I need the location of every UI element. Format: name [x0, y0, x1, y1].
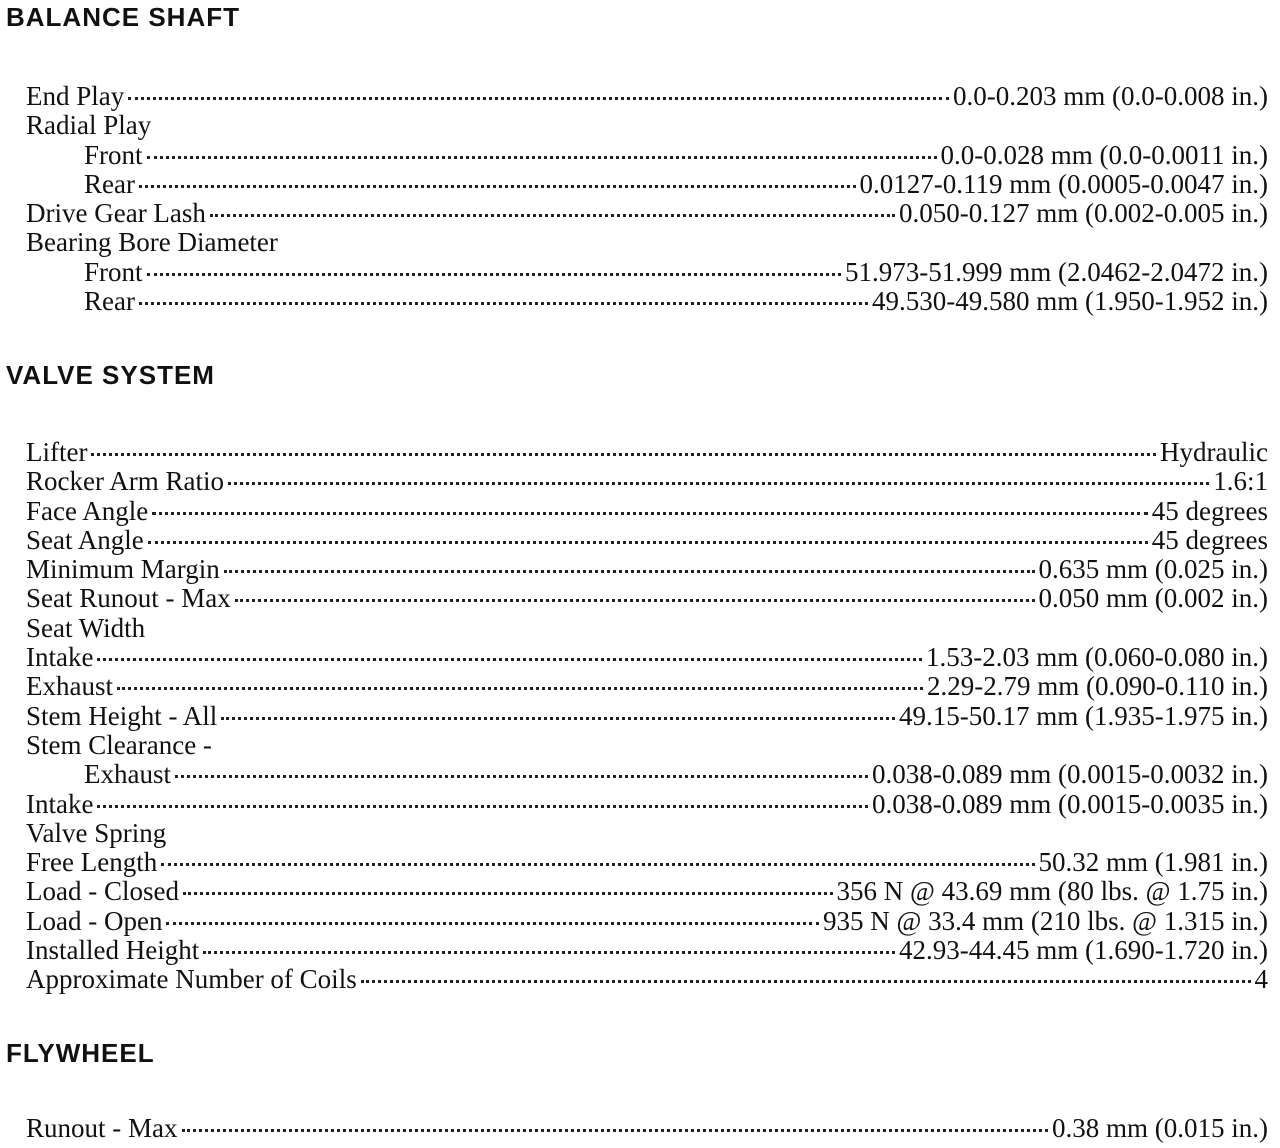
spec-row-face-angle	[26, 497, 1268, 526]
spec-label: Load - Closed	[26, 876, 179, 907]
section-heading-balance-shaft: BALANCE SHAFT	[6, 2, 240, 32]
dot-leader	[175, 775, 868, 778]
spec-row-approximate-number-of-coils	[26, 965, 1268, 994]
spec-label: Rear	[84, 286, 135, 317]
spec-row-seat-width-exhaust	[26, 672, 1268, 701]
spec-row-drive-gear-lash	[26, 199, 1268, 228]
spec-label: Drive Gear Lash	[26, 198, 206, 229]
spec-value: 0.0-0.203 mm (0.0-0.008 in.)	[953, 81, 1268, 111]
spec-label: Seat Runout - Max	[26, 583, 231, 614]
spec-row-radial-play-front	[26, 141, 1268, 170]
spec-value: 49.15-50.17 mm (1.935-1.975 in.)	[899, 700, 1268, 731]
spec-label: Front	[84, 139, 143, 170]
section-heading-valve-system: VALVE SYSTEM	[6, 360, 215, 390]
spec-row-seat-runout-max	[26, 584, 1268, 613]
spec-label: Intake	[26, 642, 94, 673]
dot-leader	[166, 922, 819, 925]
spec-group-valve-spring	[26, 819, 1268, 848]
spec-row-runout-max	[26, 1114, 1268, 1143]
spec-value: 49.530-49.580 mm (1.950-1.952 in.)	[872, 286, 1268, 317]
spec-value: 0.0-0.028 mm (0.0-0.0011 in.)	[940, 139, 1268, 170]
dot-leader	[97, 805, 868, 808]
spec-label: Exhaust	[84, 759, 171, 790]
spec-row-lifter	[26, 438, 1268, 467]
dot-leader	[203, 951, 895, 954]
spec-row-end-play	[26, 82, 1268, 111]
dot-leader	[228, 482, 1209, 485]
spec-group-label: Stem Clearance -	[26, 729, 212, 760]
dot-leader	[148, 541, 1148, 544]
spec-row-stem-height-all	[26, 702, 1268, 731]
spec-group-label: Valve Spring	[26, 817, 167, 848]
dot-leader	[221, 717, 895, 720]
spec-value: 4	[1254, 964, 1268, 995]
spec-value: 51.973-51.999 mm (2.0462-2.0472 in.)	[845, 256, 1268, 287]
dot-leader	[139, 185, 856, 188]
spec-label: Front	[84, 256, 143, 287]
spec-value: 50.32 mm (1.981 in.)	[1038, 847, 1268, 878]
spec-value: 356 N @ 43.69 mm (80 lbs. @ 1.75 in.)	[836, 876, 1268, 907]
spec-value: 45 degrees	[1151, 524, 1268, 555]
spec-value: Hydraulic	[1160, 437, 1268, 467]
section-heading-flywheel: FLYWHEEL	[6, 1038, 155, 1068]
spec-row-load-closed	[26, 877, 1268, 906]
spec-label: Minimum Margin	[26, 554, 220, 585]
spec-label: Exhaust	[26, 671, 113, 702]
spec-row-stem-clearance-exhaust	[26, 760, 1268, 789]
spec-group-label: Radial Play	[26, 110, 152, 141]
spec-group-seat-width	[26, 614, 1268, 643]
spec-list-balance-shaft	[26, 82, 1268, 316]
spec-value: 0.038-0.089 mm (0.0015-0.0032 in.)	[872, 759, 1268, 790]
dot-leader	[161, 863, 1034, 866]
dot-leader	[128, 97, 949, 100]
spec-row-seat-width-intake	[26, 643, 1268, 672]
dot-leader	[152, 512, 1148, 515]
dot-leader	[210, 214, 895, 217]
spec-label: Load - Open	[26, 905, 163, 936]
spec-row-free-length	[26, 848, 1268, 877]
spec-list-flywheel	[26, 1114, 1268, 1143]
spec-value: 0.038-0.089 mm (0.0015-0.0035 in.)	[872, 788, 1268, 819]
dot-leader	[147, 156, 937, 159]
spec-row-installed-height	[26, 936, 1268, 965]
spec-group-label: Seat Width	[26, 612, 146, 643]
spec-value: 0.635 mm (0.025 in.)	[1038, 554, 1268, 585]
spec-row-load-open	[26, 907, 1268, 936]
spec-value: 1.53-2.03 mm (0.060-0.080 in.)	[926, 642, 1268, 673]
spec-value: 935 N @ 33.4 mm (210 lbs. @ 1.315 in.)	[823, 905, 1268, 936]
dot-leader	[117, 687, 923, 690]
spec-value: 45 degrees	[1151, 495, 1268, 526]
spec-group-bearing-bore-diameter	[26, 228, 1268, 257]
dot-leader	[224, 570, 1035, 573]
spec-label: Seat Angle	[26, 524, 144, 555]
spec-label: Stem Height - All	[26, 700, 218, 731]
spec-label: End Play	[26, 81, 125, 111]
dot-leader	[361, 980, 1251, 983]
spec-value: 0.050-0.127 mm (0.002-0.005 in.)	[899, 198, 1268, 229]
spec-row-radial-play-rear	[26, 170, 1268, 199]
spec-value: 0.050 mm (0.002 in.)	[1038, 583, 1268, 614]
spec-label: Installed Height	[26, 935, 200, 966]
dot-leader	[97, 658, 922, 661]
dot-leader	[147, 273, 842, 276]
spec-row-stem-clearance-intake	[26, 790, 1268, 819]
spec-group-radial-play	[26, 111, 1268, 140]
dot-leader	[139, 302, 868, 305]
spec-row-bearing-bore-rear	[26, 287, 1268, 316]
dot-leader	[182, 1129, 1049, 1132]
spec-value: 42.93-44.45 mm (1.690-1.720 in.)	[899, 935, 1268, 966]
spec-label: Intake	[26, 788, 94, 819]
spec-label: Free Length	[26, 847, 158, 878]
dot-leader	[235, 599, 1035, 602]
spec-value: 1.6:1	[1213, 466, 1268, 497]
spec-row-minimum-margin	[26, 555, 1268, 584]
spec-group-label: Bearing Bore Diameter	[26, 227, 278, 258]
spec-label: Runout - Max	[26, 1113, 178, 1143]
spec-value: 0.38 mm (0.015 in.)	[1052, 1113, 1268, 1143]
spec-row-seat-angle	[26, 526, 1268, 555]
spec-label: Approximate Number of Coils	[26, 964, 357, 995]
spec-label: Face Angle	[26, 495, 149, 526]
spec-list-valve-system	[26, 438, 1268, 995]
spec-row-rocker-arm-ratio	[26, 467, 1268, 496]
dot-leader	[91, 453, 1156, 456]
spec-label: Rear	[84, 168, 135, 199]
spec-label: Lifter	[26, 437, 88, 467]
spec-group-stem-clearance	[26, 731, 1268, 760]
spec-value: 2.29-2.79 mm (0.090-0.110 in.)	[927, 671, 1268, 702]
spec-label: Rocker Arm Ratio	[26, 466, 224, 497]
dot-leader	[183, 892, 833, 895]
spec-row-bearing-bore-front	[26, 258, 1268, 287]
spec-value: 0.0127-0.119 mm (0.0005-0.0047 in.)	[859, 168, 1268, 199]
